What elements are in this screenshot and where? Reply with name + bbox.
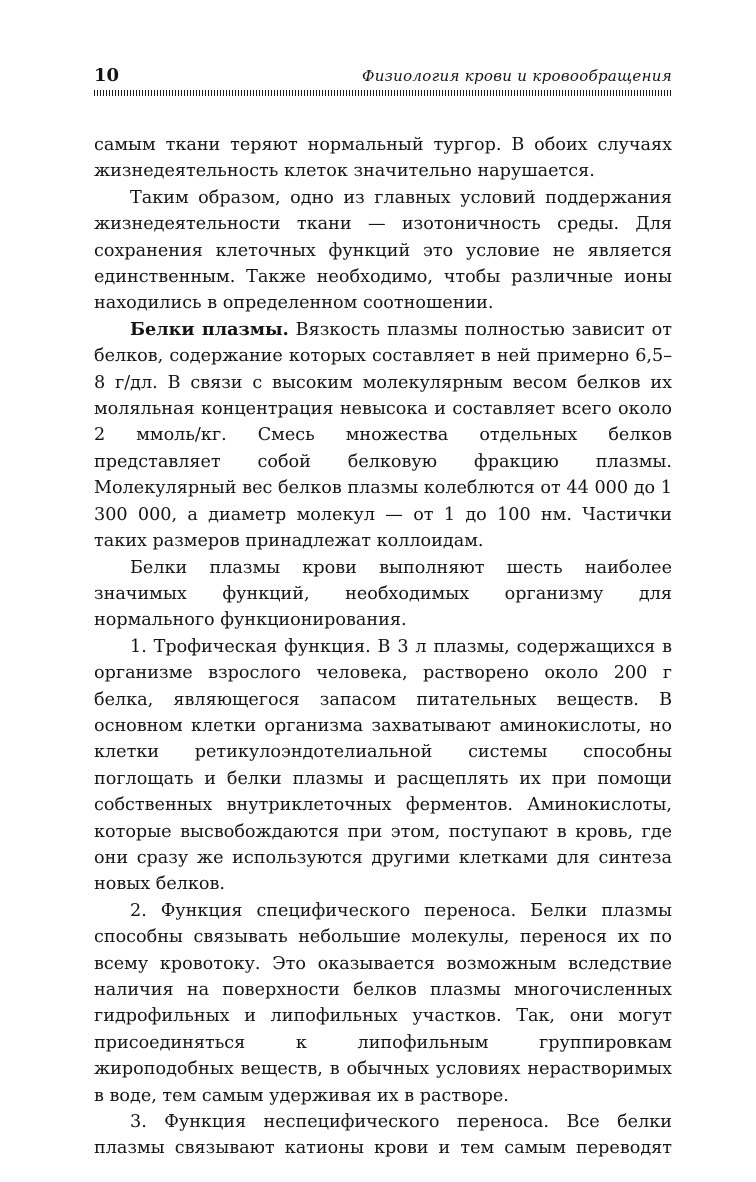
page-number: 10 xyxy=(94,65,120,86)
paragraph-4: Белки плазмы крови выполняют шесть наиболее значимых функций, необходимых организму для нормального функционирования. xyxy=(94,557,672,631)
body-text xyxy=(94,132,672,1162)
paragraph-7: 3. Функция неспецифического переноса. Все белки плазмы связывают катионы крови и тем самым переводят xyxy=(94,1112,672,1159)
running-title: Физиология крови и кровообращения xyxy=(361,67,672,85)
paragraph-2: Таким образом, одно из главных условий поддержания жизнедеятельности ткани — изотоничность среды. Для сохранения клеточных функций это условие не является единственным. Также необходимо, чтобы различные ионы находились в определенном соотношении. xyxy=(94,187,672,314)
paragraph-1: самым ткани теряют нормальный тургор. В обоих случаях жизнедеятельность клеток значительно нарушается. xyxy=(94,135,672,182)
page-header xyxy=(94,62,672,88)
paragraph-5: 1. Трофическая функция. В 3 л плазмы, содержащихся в организме взрослого человека, растворено около 200 г белка, являющегося запасом питательных веществ. В основном клетки организма захватывают аминокислоты, но клетки ретикулоэндотелиальной системы способны поглощать и белки плазмы и расщеплять их при помощи собственных внутриклеточных ферментов. Аминокислоты, которые высвобождаются при этом, поступают в кровь, где они сразу же используются другими клетками для синтеза новых белков. xyxy=(94,636,672,895)
section-lead-plasma-proteins: Белки плазмы. xyxy=(130,318,289,340)
header-rule xyxy=(94,90,672,96)
paragraph-6: 2. Функция специфического переноса. Белки плазмы способны связывать небольшие молекулы, перенося их по всему кровотоку. Это оказывается возможным вследствие наличия на поверхности белков плазмы многочисленных гидрофильных и липофильных участков. Так, они могут присоединяться к липофильным группировкам жироподобных веществ, в обычных условиях нерастворимых в воде, тем самым удерживая их в растворе. xyxy=(94,900,672,1106)
book-page xyxy=(94,62,672,1162)
paragraph-3-text: Вязкость плазмы полностью зависит от белков, содержание которых составляет в ней примерно 6,5–8 г/дл. В связи с высоким молекулярным весом белков их моляльная концентрация невысока и составляет всего около 2 ммоль/кг. Смесь множества отдельных белков представляет собой белковую фракцию плазмы. Молекулярный вес белков плазмы колеблются от 44 000 до 1 300 000, а диаметр молекул — от 1 до 100 нм. Частички таких размеров принадлежат коллоидам. xyxy=(94,319,672,552)
paragraph-3 xyxy=(94,317,672,555)
